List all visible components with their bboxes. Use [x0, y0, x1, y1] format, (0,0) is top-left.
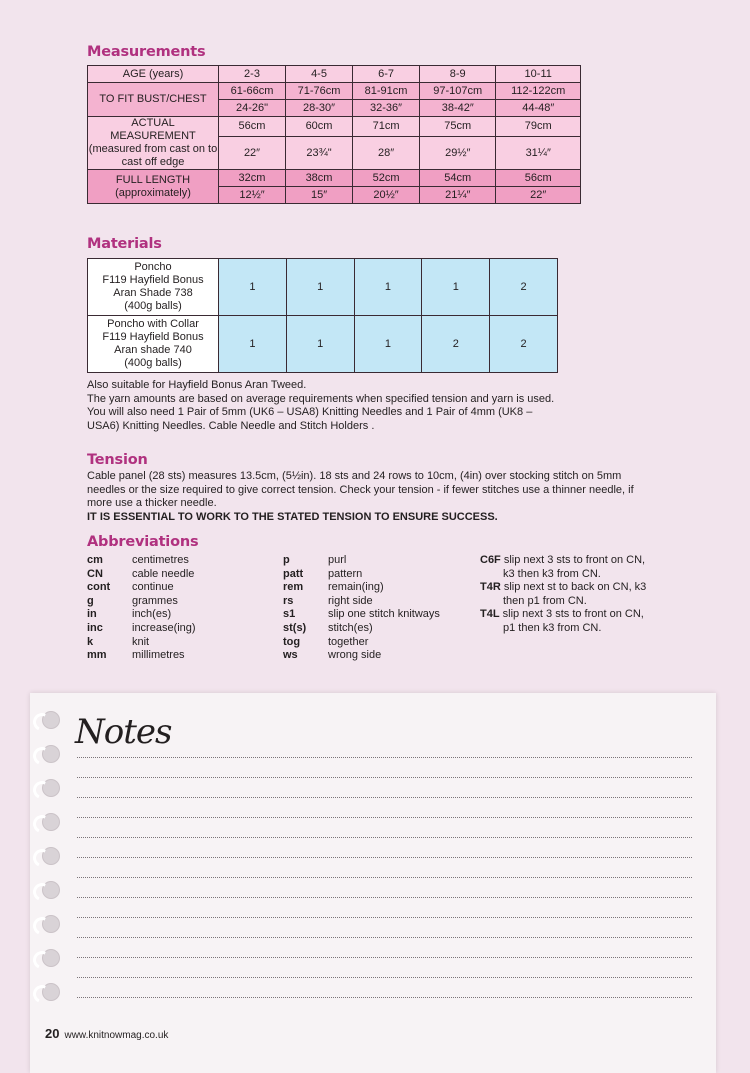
table-cell: 38cm — [286, 170, 353, 187]
notes-line — [77, 977, 692, 978]
length-label-line2: (approximately) — [115, 186, 191, 199]
table-cell: 22″ — [219, 137, 286, 170]
list-item — [283, 636, 440, 650]
yarn-label-line: Poncho with Collar — [107, 318, 199, 330]
notes-line — [77, 757, 692, 758]
table-cell: 54cm — [420, 170, 496, 187]
table-cell: 52cm — [353, 170, 420, 187]
table-cell: 71cm — [353, 117, 420, 137]
table-cell: 32cm — [219, 170, 286, 187]
table-cell: 6-7 — [353, 66, 420, 83]
list-item — [480, 554, 670, 581]
table-cell: 21¼″ — [420, 187, 496, 204]
abbr-value: stitch(es) — [328, 621, 373, 634]
notes-line — [77, 937, 692, 938]
notes-title: Notes — [75, 712, 172, 752]
table-cell: 31¼″ — [496, 137, 581, 170]
notes-line — [77, 957, 692, 958]
yarn-label-line: Aran shade 740 — [114, 344, 192, 356]
abbr-value: centimetres — [132, 554, 189, 566]
abbr-key: tog — [283, 635, 301, 648]
abbreviations-column-1 — [87, 554, 196, 663]
abbr-value-cont: then p1 from CN. — [503, 594, 587, 607]
list-item — [87, 608, 196, 622]
table-cell: 8-9 — [420, 66, 496, 83]
abbr-value: pattern — [328, 567, 363, 580]
notes-line — [77, 817, 692, 818]
abbr-value: increase(ing) — [132, 621, 196, 634]
abbr-value: knit — [132, 635, 150, 648]
list-item — [87, 554, 196, 568]
abbr-key: rs — [283, 594, 294, 607]
notes-line — [77, 837, 692, 838]
table-cell: 2 — [490, 316, 558, 373]
list-item — [283, 568, 440, 582]
abbr-value: grammes — [132, 594, 178, 607]
abbr-value: wrong side — [328, 649, 382, 662]
abbr-key: g — [87, 594, 94, 607]
table-cell: 97-107cm — [420, 83, 496, 100]
abbr-value: continue — [132, 581, 174, 594]
table-cell: 22″ — [496, 187, 581, 204]
yarn-label-line: F119 Hayfield Bonus — [102, 274, 204, 286]
yarn-label-line: (400g balls) — [124, 357, 182, 369]
table-row — [88, 316, 558, 373]
age-label: AGE (years) — [88, 66, 219, 83]
length-label — [88, 170, 219, 204]
table-cell: 1 — [286, 259, 354, 316]
table-cell: 32-36″ — [353, 100, 420, 117]
materials-note: The yarn amounts are based on average requirements when specified tension and yarn is used. — [87, 392, 555, 405]
abbr-value: slip next 3 sts to front on CN, — [503, 554, 646, 566]
yarn-label-line: Poncho — [134, 261, 172, 273]
actual-label — [88, 117, 219, 170]
abbr-key: T4L — [480, 608, 500, 621]
table-cell: 2-3 — [219, 66, 286, 83]
abbr-key: s1 — [283, 608, 296, 621]
website-link[interactable]: www.knitnowmag.co.uk — [64, 1030, 169, 1041]
abbr-key: rem — [283, 581, 304, 594]
notes-line — [77, 777, 692, 778]
table-cell: 1 — [422, 259, 490, 316]
table-cell: 10-11 — [496, 66, 581, 83]
notes-line — [77, 797, 692, 798]
materials-notes — [87, 379, 667, 433]
tension-body: Cable panel (28 sts) measures 13.5cm, (5½in). 18 sts and 24 rows to 10cm, (4in) over stocking stitch on 5mm needles or the size required to give correct tension. Check your tension - if fewer stitches use a thinner needle, if more use a thicker needle. — [87, 470, 634, 510]
materials-table — [87, 258, 558, 373]
list-item — [283, 608, 440, 622]
page-number: 20 — [45, 1026, 60, 1041]
table-cell: 1 — [219, 259, 287, 316]
abbr-value: slip one stitch knitways — [328, 608, 440, 621]
table-cell: 28″ — [353, 137, 420, 170]
abbreviations-column-2 — [283, 554, 440, 663]
materials-note: You will also need 1 Pair of 5mm (UK6 – USA8) Knitting Needles and 1 Pair of 4mm (UK8 – USA6) Knitting Needles. Cable Needle and Stitch Holders . — [87, 406, 533, 432]
abbr-key: patt — [283, 567, 304, 580]
table-cell: 1 — [286, 316, 354, 373]
abbr-value-cont: k3 then k3 from CN. — [503, 567, 601, 580]
abbr-value: millimetres — [132, 649, 185, 662]
table-cell: 2 — [422, 316, 490, 373]
abbr-key: st(s) — [283, 621, 307, 634]
table-cell: 29½″ — [420, 137, 496, 170]
abbr-key: inc — [87, 621, 103, 634]
abbr-key: cm — [87, 554, 103, 566]
bust-label: TO FIT BUST/CHEST — [88, 83, 219, 117]
list-item — [87, 581, 196, 595]
abbr-key: ws — [283, 649, 298, 662]
length-label-line1: FULL LENGTH — [115, 173, 191, 186]
abbr-key: k — [87, 635, 94, 648]
table-cell: 15″ — [286, 187, 353, 204]
table-cell: 112-122cm — [496, 83, 581, 100]
list-item — [283, 649, 440, 663]
measurements-table — [87, 65, 581, 204]
abbr-key: cont — [87, 581, 111, 594]
table-cell: 61-66cm — [219, 83, 286, 100]
table-cell: 24-26" — [219, 100, 286, 117]
list-item — [480, 608, 670, 635]
abbr-value: together — [328, 635, 369, 648]
table-cell: 56cm — [219, 117, 286, 137]
abbr-key: mm — [87, 649, 107, 662]
table-cell: 75cm — [420, 117, 496, 137]
list-item — [87, 622, 196, 636]
table-cell: 60cm — [286, 117, 353, 137]
yarn-label — [88, 316, 219, 373]
table-cell: 2 — [490, 259, 558, 316]
table-cell: 81-91cm — [353, 83, 420, 100]
abbr-value: slip next 3 sts to front on CN, — [502, 608, 644, 621]
notes-line — [77, 917, 692, 918]
abbr-value: remain(ing) — [328, 581, 384, 594]
table-cell: 1 — [354, 259, 422, 316]
abbr-key: in — [87, 608, 97, 621]
table-cell: 20½″ — [353, 187, 420, 204]
table-cell: 44-48″ — [496, 100, 581, 117]
notes-line — [77, 857, 692, 858]
table-cell: 38-42″ — [420, 100, 496, 117]
list-item — [87, 649, 196, 663]
actual-label-line1: ACTUAL MEASUREMENT — [110, 117, 196, 142]
notes-line — [77, 877, 692, 878]
list-item — [283, 595, 440, 609]
abbr-key: p — [283, 554, 290, 566]
list-item — [283, 622, 440, 636]
list-item — [283, 581, 440, 595]
table-cell: 1 — [219, 316, 287, 373]
list-item — [283, 554, 440, 568]
notes-line — [77, 897, 692, 898]
tension-heading: Tension — [87, 452, 148, 468]
materials-note: Also suitable for Hayfield Bonus Aran Tweed. — [87, 379, 307, 391]
measurements-heading: Measurements — [87, 44, 206, 60]
table-cell: 1 — [354, 316, 422, 373]
list-item — [87, 636, 196, 650]
abbr-value: right side — [328, 594, 373, 607]
abbr-key: T4R — [480, 581, 501, 594]
abbr-key: C6F — [480, 554, 501, 566]
abbr-value: cable needle — [132, 567, 195, 580]
abbr-value: purl — [328, 554, 347, 566]
table-cell: 28-30″ — [286, 100, 353, 117]
actual-label-line2: (measured from cast on to cast off edge — [88, 143, 218, 168]
table-cell: 56cm — [496, 170, 581, 187]
tension-text — [87, 470, 659, 524]
list-item — [480, 581, 670, 608]
table-row — [88, 170, 581, 187]
abbr-value: inch(es) — [132, 608, 172, 621]
tension-warning: IT IS ESSENTIAL TO WORK TO THE STATED TENSION TO ENSURE SUCCESS. — [87, 510, 498, 523]
yarn-label — [88, 259, 219, 316]
table-row — [88, 259, 558, 316]
table-cell: 12½″ — [219, 187, 286, 204]
table-cell: 4-5 — [286, 66, 353, 83]
table-cell: 71-76cm — [286, 83, 353, 100]
table-cell: 79cm — [496, 117, 581, 137]
page-footer — [45, 1026, 168, 1041]
notes-line — [77, 997, 692, 998]
materials-heading: Materials — [87, 236, 162, 252]
list-item — [87, 595, 196, 609]
list-item — [87, 568, 196, 582]
abbreviations-column-3 — [480, 554, 670, 636]
yarn-label-line: (400g balls) — [124, 300, 182, 312]
abbreviations-heading: Abbreviations — [87, 534, 199, 550]
yarn-label-line: Aran Shade 738 — [113, 287, 193, 299]
yarn-label-line: F119 Hayfield Bonus — [102, 331, 204, 343]
abbr-value: slip next st to back on CN, k3 — [503, 581, 647, 594]
table-row — [88, 66, 581, 83]
table-row — [88, 83, 581, 100]
abbr-value-cont: p1 then k3 from CN. — [503, 621, 602, 634]
table-row — [88, 117, 581, 137]
abbr-key: CN — [87, 567, 103, 580]
table-cell: 23¾" — [286, 137, 353, 170]
